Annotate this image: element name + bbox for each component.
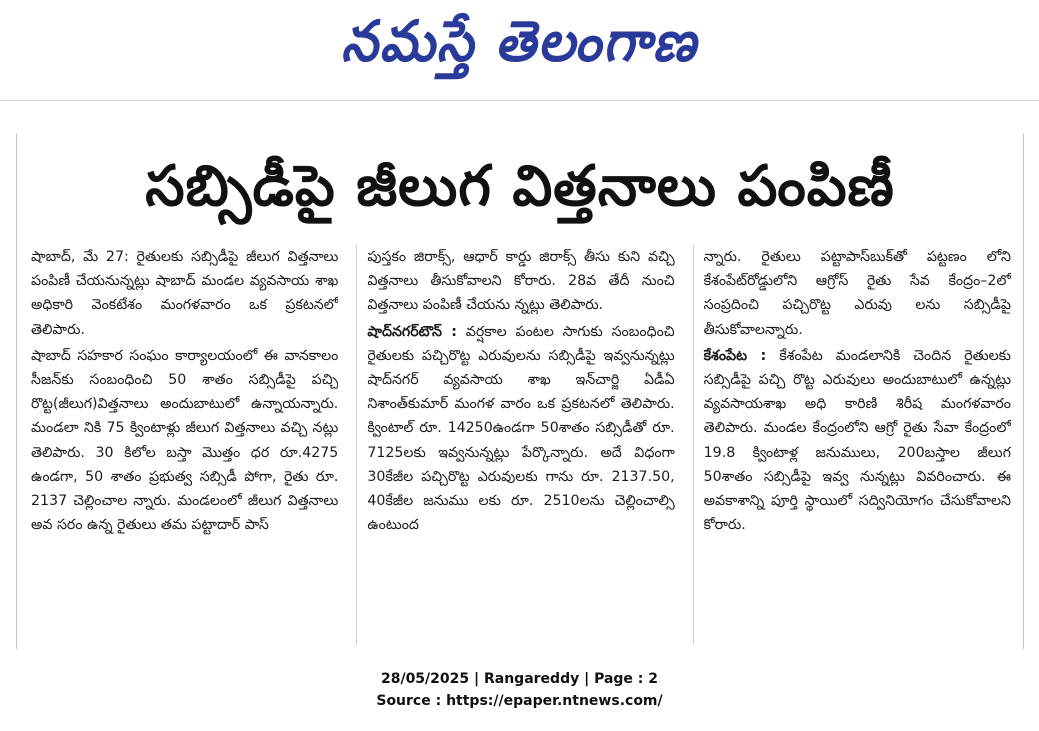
dateline: కేశంపేట :	[703, 347, 767, 364]
paragraph	[367, 320, 674, 538]
paragraph-text: కేశంపేట మండలానికి చెందిన రైతులకు సబ్సిడీపై పచ్చి రొట్ట ఎరువులు అందుబాటులో ఉన్నట్లు వ్యవసాయశాఖ అధి కారిణి శిరీష మంగళవారం తెలిపారు. మండల కేంద్రంలోని ఆగ్రో రైతు సేవా కేంద్రంలో 19.8 క్వింటాళ్ల జనుములు, 200బస్తాల జీలుగ 50శాతం సబ్సిడీపై ఇవ్వ నున్నట్లు వివరించారు. ఈ అవకాశాన్ని పూర్తి స్థాయిలో సద్వినియోగం చేసుకోవాలని కోరారు.	[703, 347, 1011, 534]
paragraph: షాబాద్, మే 27: రైతులకు సబ్సిడీపై జీలుగ విత్తనాలు పంపిణీ చేయనున్నట్లు షాబాద్ మండల వ్యవసాయ శాఖ అధికారి వెంకటేశం మంగళవారం ఒక ప్రకటనలో తెలిపారు.	[31, 249, 339, 338]
paragraph-text: వర్షకాల పంటల సాగుకు సంబంధించి రైతులకు పచ్చిరొట్ట ఎరువులను సబ్సిడీపై ఇవ్వనున్నట్లు షాద్‌నగర్ వ్యవసాయ శాఖ ఇన్‌చార్జి ఏడీఏ నిశాంత్‌కుమార్ మంగళ వారం ఒక ప్రకటనలో తెలిపారు. క్వింటాల్ రూ. 14250ఉండగా 50శాతం సబ్సిడీతో రూ. 7125లకు ఇవ్వనున్నట్లు పేర్కొన్నారు. అదే విధంగా 30కేజీల పచ్చిరొట్ట ఎరువులకు గాను రూ. 2137.50, 40కేజీల జనుము లకు రూ. 2510లను చెల్లించాల్సి ఉంటుంద	[367, 323, 675, 534]
footer-source-line: Source : https://epaper.ntnews.com/	[376, 693, 663, 709]
dateline: షాద్‌నగర్‌టౌన్ :	[367, 323, 457, 340]
paragraph: పుస్తకం జిరాక్స్, ఆధార్ కార్డు జిరాక్స్ తీసు కుని వచ్చి విత్తనాలు తీసుకోవాలని కోరారు. 28వ తేదీ నుంచి విత్తనాలు పంపిణీ చేయను న్నట్లు తెలిపారు.	[367, 249, 675, 314]
page-footer	[0, 668, 1039, 712]
article-headline: సబ్సిడీపై జీలుగ విత్తనాలు పంపిణీ	[145, 154, 895, 219]
article-column-2	[356, 245, 674, 645]
article-columns	[31, 245, 1011, 645]
newspaper-logo: నమస్తే తెలంగాణ	[341, 8, 698, 75]
article-column-1	[31, 245, 338, 645]
paragraph: షాబాద్ సహకార సంఘం కార్యాలయంలో ఈ వానకాలం సీజన్‌కు సంబంధించి 50 శాతం సబ్సిడీపై పచ్చి రొట్ట(జీలుగ)విత్తనాలు అందుబాటులో ఉన్నాయన్నారు. మండలా నికి 75 క్వింటాళ్లు జీలుగ విత్తనాలు వచ్చి నట్లు తెలిపారు. 30 కిలోల బస్తా మొత్తం ధర రూ.4275 ఉండగా, 50 శాతం ప్రభుత్వ సబ్సిడీ పోగా, రైతు రూ. 2137 చెల్లించాల న్నారు. మండలంలో జీలుగ విత్తనాలు అవ సరం ఉన్న రైతులు తమ పట్టాదార్ పాస్	[31, 347, 339, 534]
paragraph: న్నారు. రైతులు పట్టాపాస్‌బుక్‌తో పట్టణం లోని కేశంపేట్‌రోడ్డులోని ఆగ్రోస్ రైతు సేవ కేంద్రం–2లో సంప్రదించి పచ్చిరొట్ట ఎరువు లను సబ్సిడీపై తీసుకోవాలన్నారు.	[703, 249, 1011, 338]
article-clipping	[16, 133, 1024, 649]
masthead-divider	[0, 100, 1039, 101]
footer-date-line: 28/05/2025 | Rangareddy | Page : 2	[380, 671, 659, 687]
article-column-3	[693, 245, 1011, 645]
masthead	[0, 6, 1039, 86]
paragraph	[704, 344, 1011, 538]
